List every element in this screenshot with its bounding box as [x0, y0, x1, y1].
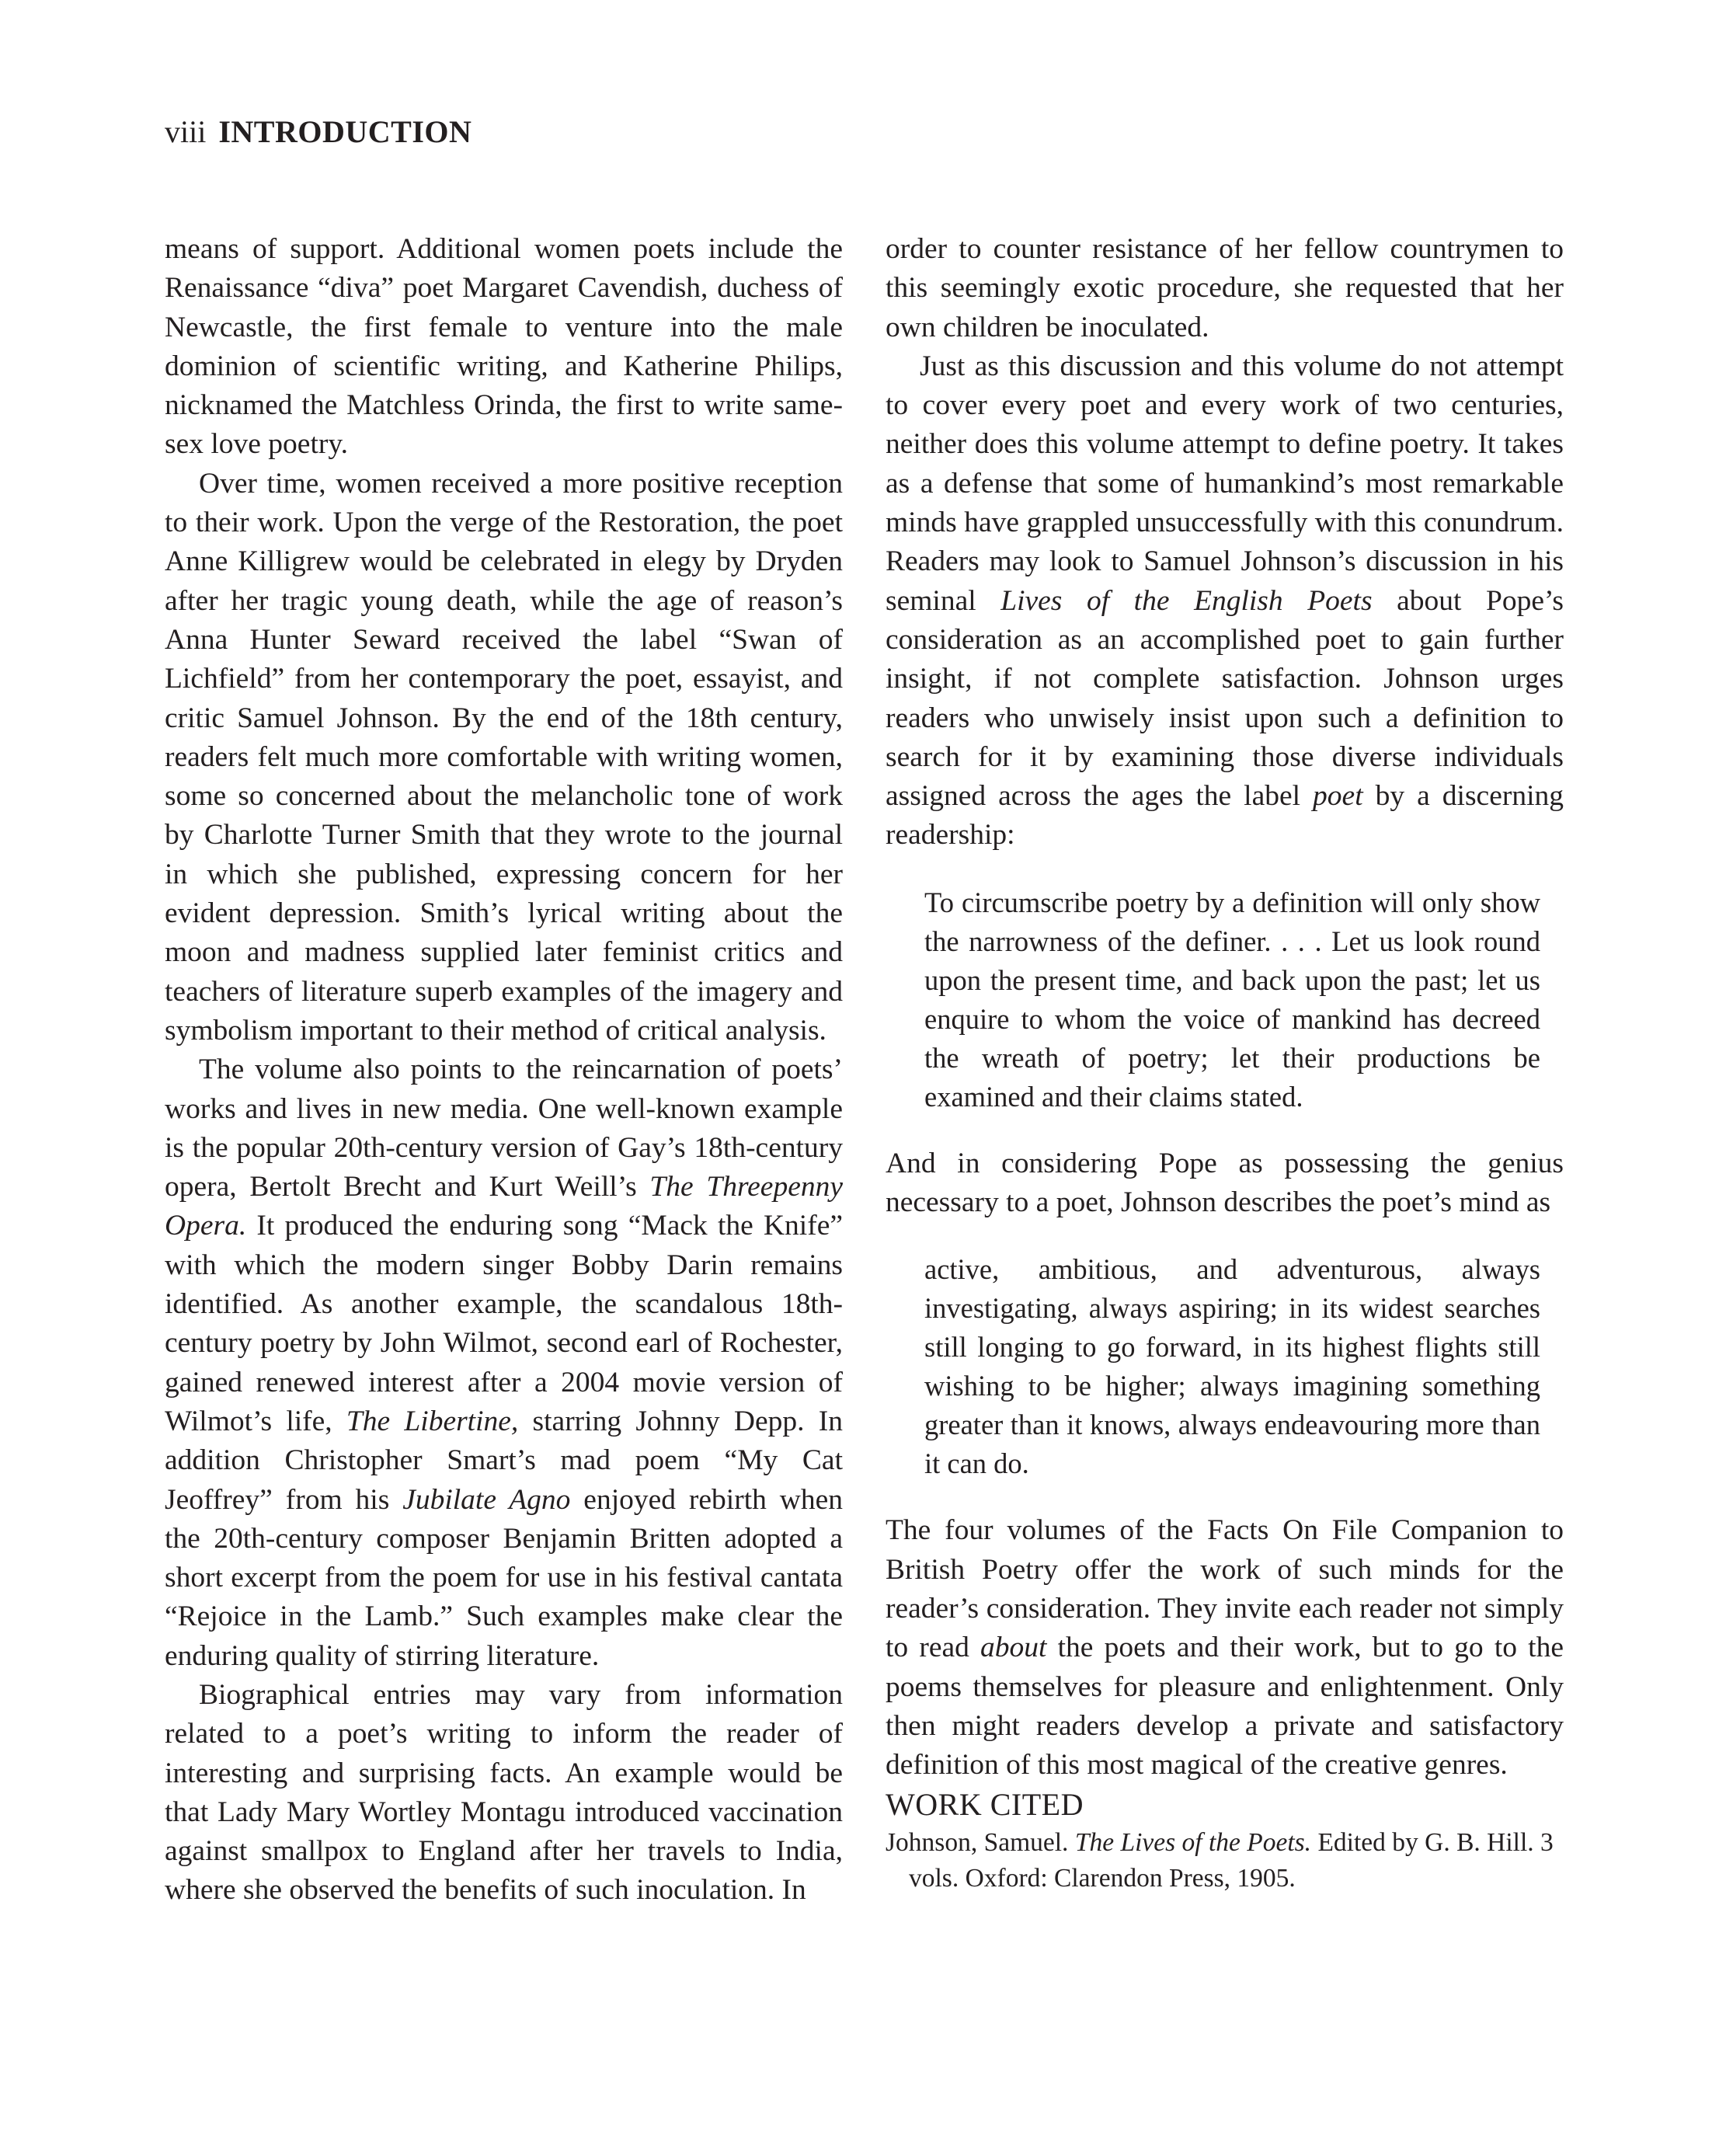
- citation-author: Johnson, Samuel.: [886, 1828, 1075, 1858]
- paragraph: [165, 1050, 843, 1676]
- text-run: enjoyed rebirth when the 20th-century composer Benjamin Britten adopted a short excerpt from the poem for use in his festival cantata “Rejoice in the Lamb.” Such examples make clear the enduring quality of stirring literature.: [165, 1483, 844, 1672]
- paragraph: Over time, women received a more positive reception to their work. Upon the verge of the Restoration, the poet Anne Killigrew would be celebrated in elegy by Dryden after her tragic young death, while the age of reason’s Anna Hunter Seward received the label “Swan of Lichfield” from her contemporary the poet, essayist, and critic Samuel Johnson. By the end of the 18th century, readers felt much more comfortable with writing women, some so concerned about the melancholic tone of work by Charlotte Turner Smith that they wrote to the journal in which she published, expressing concern for her evident depression. Smith’s lyrical writing about the moon and madness supplied later feminist critics and teachers of literature superb examples of the imagery and symbolism important to their method of critical analysis.: [165, 467, 843, 1047]
- citation-title: The Lives of the Poets.: [1074, 1828, 1312, 1858]
- section-title: INTRODUCTION: [218, 114, 472, 149]
- italic-title: Jubilate Agno: [402, 1483, 571, 1516]
- paragraph: Biographical entries may vary from information related to a poet’s writing to inform the reader of interesting and surprising facts. An example would be that Lady Mary Wortley Montagu introduced vaccination against smallpox to England after her travels to India, where she observed the benefits of such inoculation. In: [165, 1678, 843, 1907]
- right-column: [886, 230, 1564, 1897]
- running-head: [165, 113, 472, 150]
- text-run: Just as this discussion and this volume do not attempt to cover every poet and every work of two centuries, neither does this volume attempt to define poetry. It takes as a defense that some of humankind’s most remarkable minds have grappled unsuccessfully with this conundrum. Readers may look to Samuel Johnson’s discussion in his seminal: [886, 350, 1564, 617]
- italic-title: The Libertine,: [346, 1405, 519, 1437]
- text-run: by a discerning readership:: [886, 780, 1564, 852]
- paragraph: [886, 1511, 1564, 1785]
- block-quote: active, ambitious, and adventurous, always investigating, always aspiring; in its widest searches still longing to go forward, in its highest flights still wishing to be higher; always imagining something greater than it knows, always endeavouring more than it can do.: [924, 1253, 1540, 1480]
- citation-details: Edited by G. B. Hill. 3 vols. Oxford: Clarendon Press, 1905.: [909, 1828, 1554, 1893]
- italic-title: The Threepenny Opera.: [165, 1171, 843, 1242]
- italic-title: Lives of the English Poets: [1000, 584, 1373, 617]
- text-run: the poets and their work, but to go to the poems themselves for pleasure and enlightenment. Only then might readers develop a private and satisfactory definition of this most magical of the creative genres.: [886, 1632, 1564, 1782]
- paragraph: order to counter resistance of her fellow countrymen to this seemingly exotic procedure, she requested that her own children be inoculated.: [886, 233, 1564, 343]
- text-run: about Pope’s consideration as an accomplished poet to gain further insight, if not complete satisfaction. Johnson urges readers who unwisely insist upon such a definition to search for it by examining those diverse individuals assigned across the ages the label: [886, 584, 1564, 813]
- block-quote: To circumscribe poetry by a definition will only show the narrowness of the definer. . . . Let us look round upon the present time, and back upon the past; let us enquire to whom the voice of mankind has decreed the wreath of poetry; let their productions be examined and their claims stated.: [924, 886, 1540, 1113]
- italic-emphasis: about: [980, 1632, 1047, 1664]
- paragraph: And in considering Pope as possessing the genius necessary to a poet, Johnson describes the poet’s mind as: [886, 1147, 1564, 1219]
- left-column: [165, 230, 843, 1910]
- paragraph: means of support. Additional women poets include the Renaissance “diva” poet Margaret Cavendish, duchess of Newcastle, the first female to venture into the male dominion of scientific writing, and Katherine Philips, nicknamed the Matchless Orinda, the first to write same-sex love poetry.: [165, 233, 843, 461]
- italic-term: poet: [1313, 780, 1363, 813]
- citation: [886, 1825, 1564, 1897]
- paragraph: [886, 347, 1564, 855]
- text-run: The four volumes of the Facts On File Companion to British Poetry offer the work of such minds for the reader’s consideration. They invite each reader not simply to read: [886, 1514, 1564, 1664]
- text-run: starring Johnny Depp. In addition Christopher Smart’s mad poem “My Cat Jeoffrey” from his: [165, 1405, 844, 1516]
- text-run: The volume also points to the reincarnation of poets’ works and lives in new media. One well-known example is the popular 20th-century version of Gay’s 18th-century opera, Bertolt Brecht and Kurt Weill’s: [165, 1054, 843, 1203]
- text-run: It produced the enduring song “Mack the Knife” with which the modern singer Bobby Darin remains identified. As another example, the scandalous 18th-century poetry by John Wilmot, second earl of Rochester, gained renewed interest after a 2004 movie version of Wilmot’s life,: [165, 1210, 843, 1437]
- page-number: viii: [165, 114, 207, 149]
- work-cited-heading: WORK CITED: [886, 1787, 1084, 1823]
